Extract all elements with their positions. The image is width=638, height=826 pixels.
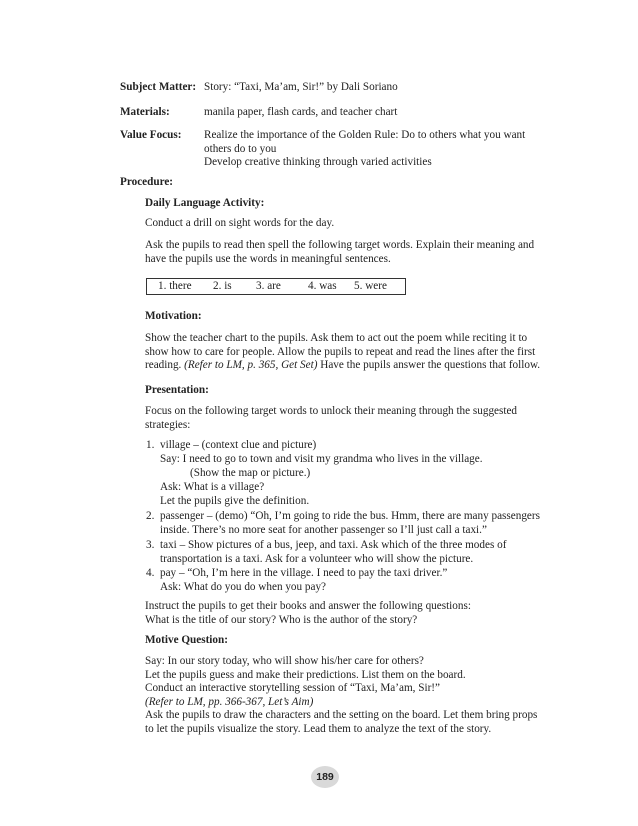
presentation-heading-block <box>145 384 565 398</box>
presentation-closing <box>145 600 565 627</box>
subject-matter-label: Subject Matter: <box>120 81 197 93</box>
target-word: 2. is <box>213 280 232 292</box>
target-word: 1. there <box>158 280 192 292</box>
target-word: 4. was <box>308 280 337 292</box>
motive-line: Say: In our story today, who will show his/her care for others? <box>145 655 424 667</box>
list-item-line: Ask: What do you do when you pay? <box>160 581 327 593</box>
motivation-heading: Motivation: <box>145 310 202 322</box>
list-number: 1. <box>146 439 155 451</box>
list-number: 2. <box>146 510 155 522</box>
list-item-line: inside. There’s no more seat for another passenger so I’ll just call a taxi.” <box>160 524 487 536</box>
presentation-closing-line: What is the title of our story? Who is the author of the story? <box>145 613 418 626</box>
motivation-text-segment: Have the pupils answer the questions that follow. <box>317 359 541 372</box>
list-item-line: village – (context clue and picture) <box>160 439 317 451</box>
lm-reference: (Refer to LM, pp. 366-367, Let’s Aim) <box>145 695 314 708</box>
subject-matter-value: Story: “Taxi, Ma’am, Sir!” by Dali Soriano <box>204 81 398 93</box>
materials-value: manila paper, flash cards, and teacher chart <box>204 106 398 118</box>
lm-reference: (Refer to LM, p. 365, Get Set) <box>184 359 318 372</box>
presentation-intro-line: strategies: <box>145 418 191 431</box>
motivation-text-segment: reading. <box>145 359 185 372</box>
motive-question-text <box>145 655 565 737</box>
daily-instruction-line: Ask the pupils to read then spell the following target words. Explain their meaning and <box>145 239 535 251</box>
motive-line: Let the pupils guess and make their predictions. List them on the board. <box>145 668 466 681</box>
daily-instruction-line: have the pupils use the words in meaningful sentences. <box>145 252 391 265</box>
motivation-line: show how to care for people. Allow the pupils to repeat and read the lines after the first <box>145 345 536 358</box>
daily-language-section <box>145 197 565 211</box>
list-item-line: pay – “Oh, I’m here in the village. I need to pay the taxi driver.” <box>160 567 448 579</box>
motivation-line: Show the teacher chart to the pupils. Ask them to act out the poem while reciting it to <box>145 332 528 344</box>
motive-question-heading: Motive Question: <box>145 634 228 646</box>
value-focus-label: Value Focus: <box>120 129 182 141</box>
list-item-line: Let the pupils give the definition. <box>160 495 310 507</box>
list-item-line: passenger – (demo) “Oh, I’m going to ride the bus. Hmm, there are many passengers <box>160 510 540 522</box>
presentation-closing-line: Instruct the pupils to get their books and answer the following questions: <box>145 600 471 612</box>
motivation-heading-block <box>145 310 565 324</box>
motive-line: to let the pupils visualize the story. Lead them to analyze the text of the story. <box>145 722 492 735</box>
list-item-line: Ask: What is a village? <box>160 481 265 493</box>
value-focus-line: Realize the importance of the Golden Rule: Do to others what you want <box>204 129 526 141</box>
motivation-line <box>145 359 565 373</box>
list-number: 3. <box>146 539 155 551</box>
value-focus-value <box>204 129 525 170</box>
list-item-line: taxi – Show pictures of a bus, jeep, and taxi. Ask which of the three modes of <box>160 539 507 551</box>
daily-language-heading: Daily Language Activity: <box>145 197 265 209</box>
page-number: 189 <box>311 766 339 788</box>
materials-label: Materials: <box>120 106 170 118</box>
value-focus-line: others do to you <box>204 142 277 155</box>
motive-line: Ask the pupils to draw the characters and the setting on the board. Let them bring props <box>145 709 538 722</box>
procedure-heading: Procedure: <box>120 176 174 188</box>
presentation-intro-line: Focus on the following target words to unlock their meaning through the suggested <box>145 405 518 417</box>
value-focus-line: Develop creative thinking through varied activities <box>204 156 432 169</box>
motive-question-heading-block <box>145 634 565 648</box>
list-item-line: (Show the map or picture.) <box>190 467 311 479</box>
target-word: 5. were <box>354 280 387 292</box>
target-words-box <box>146 278 406 295</box>
motive-line: Conduct an interactive storytelling session of “Taxi, Ma’am, Sir!” <box>145 682 440 695</box>
list-item-line: Say: I need to go to town and visit my grandma who lives in the village. <box>160 453 483 465</box>
target-word: 3. are <box>256 280 281 292</box>
motivation-text <box>145 332 565 373</box>
daily-instructions <box>145 239 565 266</box>
presentation-heading: Presentation: <box>145 384 209 396</box>
daily-drill-block <box>145 217 565 231</box>
presentation-intro <box>145 405 565 432</box>
list-item-line: transportation is a taxi. Ask for a volunteer who will show the picture. <box>160 553 474 565</box>
daily-drill-text: Conduct a drill on sight words for the day. <box>145 217 335 229</box>
list-number: 4. <box>146 567 155 579</box>
